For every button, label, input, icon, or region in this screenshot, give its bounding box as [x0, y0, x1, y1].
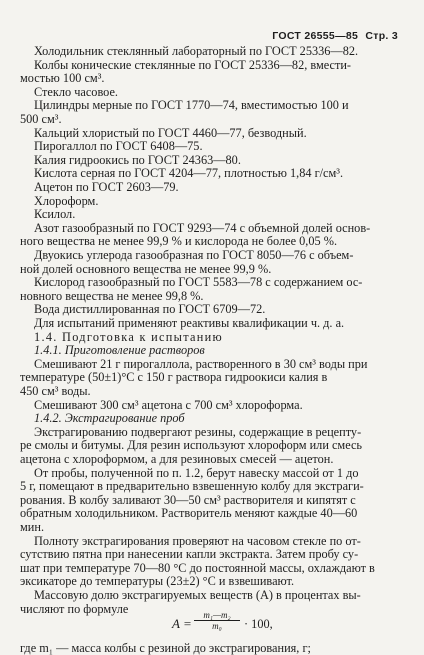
text-line: эксикаторе до температуры (23±2) °С и взвешивают. — [20, 574, 295, 589]
text-line: Смешивают 300 см³ ацетона с 700 см³ хлороформа. — [34, 397, 303, 412]
text-line: Кальций хлористый по ГОСТ 4460—77, безводный. — [34, 125, 307, 140]
text-line: ре смолы и битумы. Для резин используют хлороформ или смесь — [20, 438, 363, 453]
text-line: мин. — [20, 520, 45, 534]
text-line: 450 см³ воды. — [20, 384, 91, 398]
text-line: рования. В колбу заливают 30—50 см³ растворителя и кипятят с — [20, 492, 356, 507]
text-line: От пробы, полученной по п. 1.2, берут навеску массой от 1 до — [34, 465, 359, 480]
text-line: новного вещества не менее 99,8 %. — [20, 288, 204, 303]
standard-number: ГОСТ 26555—85 — [272, 30, 359, 42]
text-line: ного вещества не менее 99,9 % и кислорода не более 0,05 %. — [20, 234, 338, 249]
page-number: Стр. 3 — [365, 30, 398, 42]
text-line: ной долей основного вещества не менее 99,9 %. — [20, 261, 272, 276]
text-line: Вода дистиллированная по ГОСТ 6709—72. — [34, 302, 266, 317]
text-line: Колбы конические стеклянные по ГОСТ 25336—82, вмести- — [34, 57, 352, 72]
formula-lhs: A = — [172, 616, 192, 632]
text-line: Смешивают 21 г пирогаллола, растворенного в 30 см³ воды при — [34, 356, 368, 371]
text-line: где m₁ — масса колбы с резиной до экстрагирования, г; — [20, 641, 311, 655]
formula-fraction — [194, 610, 240, 631]
text-line: Стекло часовое. — [34, 84, 119, 99]
text-line: обратным холодильником. Растворитель меняют каждые 40—60 — [20, 506, 358, 521]
text-line: Цилиндры мерные по ГОСТ 1770—74, вместимостью 100 и — [34, 98, 349, 113]
text-line: Двуокись углерода газообразная по ГОСТ 8050—76 с объем- — [34, 248, 354, 262]
subsection-heading: 1.4.1. Приготовление растворов — [34, 343, 205, 358]
page-header — [268, 30, 398, 42]
text-line: Кислота серная по ГОСТ 4204—77, плотностью 1,84 г/см³. — [34, 166, 344, 181]
formula-denominator: m₀ — [212, 621, 222, 632]
section-heading: 1.4. Подготовка к испытанию — [34, 329, 224, 344]
text-line: 5 г, помещают в предварительно взвешенную колбу для экстраги- — [20, 479, 364, 494]
text-line: Пирогаллол по ГОСТ 6408—75. — [34, 139, 203, 154]
text-line: температуре (50±1)°С с 150 г раствора гидроокиси калия в — [20, 370, 328, 385]
text-line: числяют по формуле — [20, 601, 129, 616]
text-line: шат при температуре 70—80 °С до постоянной массы, охлаждают в — [20, 560, 375, 575]
text-line: Ацетон по ГОСТ 2603—79. — [34, 180, 179, 194]
text-line: Для испытаний применяют реактивы квалификации ч. д. а. — [34, 316, 345, 330]
text-line: сутствию пятна при нанесении капли экстракта. Затем пробу су- — [20, 547, 359, 562]
text-line: Холодильник стеклянный лабораторный по ГОСТ 25336—82. — [34, 44, 359, 58]
text-line: 500 см³. — [20, 112, 62, 126]
text-line: Массовую долю экстрагируемых веществ (А) в процентах вы- — [34, 588, 361, 602]
text-line: мостью 100 см³. — [20, 71, 105, 86]
text-line: Экстрагированию подвергают резины, содержащие в рецепту- — [34, 424, 362, 439]
text-line: Полноту экстрагирования проверяют на часовом стекле по от- — [34, 533, 361, 548]
formula-tail: · 100, — [244, 617, 273, 632]
text-line: Ксилол. — [34, 207, 76, 222]
subsection-heading: 1.4.2. Экстрагирование проб — [34, 411, 185, 426]
text-line: Калия гидроокись по ГОСТ 24363—80. — [34, 152, 241, 167]
formula-numerator: m₁—m₂ — [203, 610, 231, 621]
text-line: ацетона с хлороформом, а для резиновых смесей — ацетон. — [20, 452, 334, 466]
text-line: Хлороформ. — [34, 193, 99, 208]
text-line: Азот газообразный по ГОСТ 9293—74 с объемной долей основ- — [34, 220, 371, 235]
text-line: Кислород газообразный по ГОСТ 5583—78 с содержанием ос- — [34, 275, 363, 290]
